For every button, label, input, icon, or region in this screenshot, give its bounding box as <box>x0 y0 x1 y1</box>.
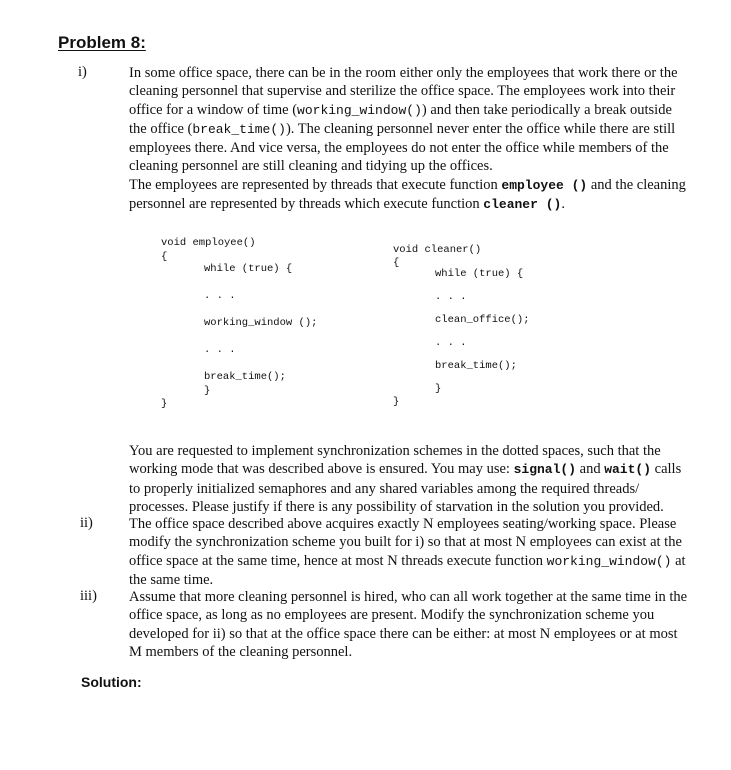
part-i-paragraph-2 <box>129 176 689 215</box>
part-iii-text <box>129 588 689 661</box>
code-employee: employee () <box>501 177 588 193</box>
cleaner-break-time-call: break_time(); <box>435 360 517 372</box>
employee-signature: void employee() <box>161 237 256 249</box>
request-s1: You are requested to implement synchronization schemes in the dotted spaces, such that the working mode that was described above is ensured. You may use: <box>129 443 661 478</box>
request-text <box>129 442 689 516</box>
employee-dots-1: . . . <box>204 290 236 302</box>
part-ii-s2: at the same time. <box>129 552 686 588</box>
solution-label: Solution: <box>81 674 142 690</box>
employee-while-loop: while (true) { <box>204 263 293 275</box>
cleaner-while-loop: while (true) { <box>435 268 524 280</box>
cleaner-clean-office-call: clean_office(); <box>435 314 530 326</box>
cleaner-dots-2: . . . <box>435 337 467 349</box>
employee-close-brace: } <box>161 398 168 410</box>
part-i-paragraph <box>129 64 689 176</box>
part-i-s1: In some office space, there can be in the room either only the employees that work there or the cleaning personnel that supervise and sterilize the office space. The employees work into their office for a window of time ( <box>129 65 678 118</box>
cleaner-open-brace: { <box>393 257 400 269</box>
part-i-s3: ). The cleaning personnel never enter the office while there are still employees there. And vice versa, the employees do not enter the office while members of the cleaning personnel are still cleaning and tidying up the offices. <box>129 120 676 175</box>
employee-break-time-call: break_time(); <box>204 371 286 383</box>
code-working-window: working_window() <box>297 102 422 118</box>
part-iii-paragraph: Assume that more cleaning personnel is hired, who can all work together at the same time in the office space, as long as no employees are present. Modify the synchronization scheme you developed for ii) so that at the office space there can be either: at most N employees or at most M members of the cleaning personnel. <box>129 589 688 660</box>
cleaner-dots-1: . . . <box>435 291 467 303</box>
numeral-i: i) <box>78 64 87 80</box>
request-s3: calls to properly initialized semaphores and any shared variables among the required threads/ processes. Please justify if there is any possibility of starvation in the solution you provided. <box>129 461 682 515</box>
part-i-s2: ) and then take periodically a break outside the office ( <box>129 101 672 137</box>
part-i-s6: . <box>561 196 565 213</box>
code-cleaner: cleaner () <box>483 197 562 213</box>
employee-dots-2: . . . <box>204 344 236 356</box>
employee-inner-close: } <box>204 385 211 397</box>
employee-open-brace: { <box>161 251 168 263</box>
part-ii-paragraph <box>129 515 689 589</box>
part-ii-text <box>129 515 689 589</box>
cleaner-inner-close: } <box>435 383 442 395</box>
problem-heading: Problem 8: <box>58 33 146 52</box>
numeral-ii: ii) <box>80 515 93 531</box>
cleaner-signature: void cleaner() <box>393 244 482 256</box>
numeral-iii: iii) <box>80 588 97 604</box>
request-paragraph <box>129 442 689 516</box>
employee-working-window-call: working_window (); <box>204 317 318 329</box>
part-i-text <box>129 64 689 214</box>
part-i-s5: and the cleaning personnel are represented by threads which execute function <box>129 176 686 213</box>
code-signal: signal() <box>513 462 577 478</box>
request-s2: and <box>576 461 605 478</box>
cleaner-close-brace: } <box>393 396 400 408</box>
code-working-window-2: working_window() <box>546 553 672 569</box>
code-wait: wait() <box>604 462 652 478</box>
code-break-time: break_time() <box>192 121 286 137</box>
part-i-s4: The employees are represented by threads that execute function <box>129 176 502 193</box>
part-ii-s1: The office space described above acquires exactly N employees seating/working space. Please modify the synchronization scheme you built for i) so that at most N employees can exist at the office space at the same time, hence at most N threads execute function <box>129 516 682 569</box>
